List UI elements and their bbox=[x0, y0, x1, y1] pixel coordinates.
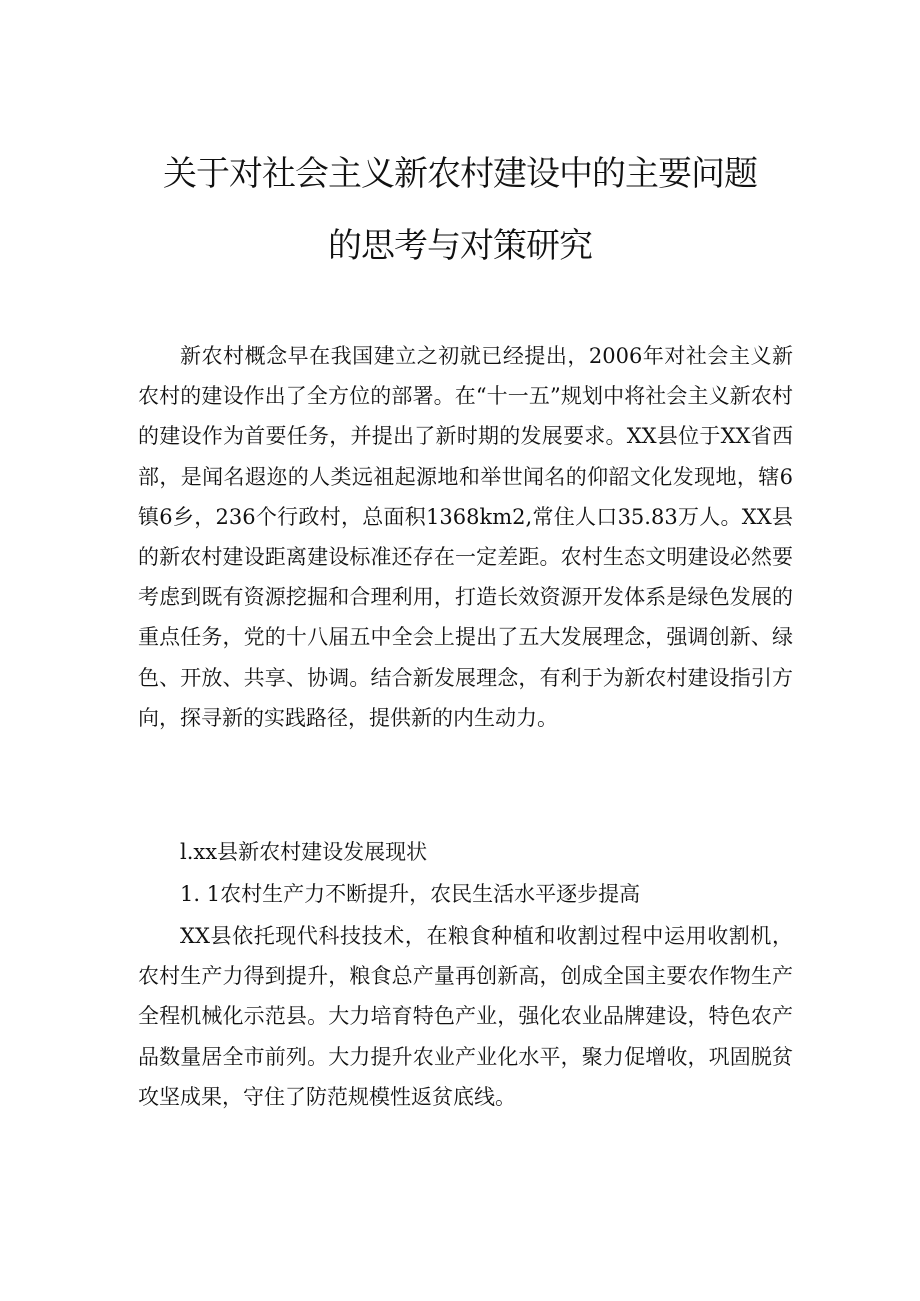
document-title-line-2: 的思考与对策研究 bbox=[328, 226, 592, 266]
section-1-1-paragraph: XX县依托现代科技技术，在粮食种植和收割过程中运用收割机，农村生产力得到提升，粮食总产量再创新高，创成全国主要农作物生产全程机械化示范县。大力培育特色产业，强化农业品牌建设，特色农产品数量居全市前列。大力提升农业产业化水平，聚力促增收，巩固脱贫攻坚成果，守住了防范规模性返贫底线。 bbox=[138, 924, 793, 1109]
subsection-heading-block bbox=[138, 874, 793, 914]
section-1-1-heading: 1. 1农村生产力不断提升，农民生活水平逐步提高 bbox=[180, 882, 641, 906]
section-paragraph-block bbox=[138, 916, 793, 1117]
intro-paragraph: 新农村概念早在我国建立之初就已经提出，2006年对社会主义新农村的建设作出了全方位的部署。在“十一五”规划中将社会主义新农村的建设作为首要任务，并提出了新时期的发展要求。XX县位于XX省西部，是闻名遐迩的人类远祖起源地和举世闻名的仰韶文化发现地，辖6镇6乡，236个行政村，总面积1368km2,常住人口35.83万人。XX县的新农村建设距离建设标准还存在一定差距。农村生态文明建设必然要考虑到既有资源挖掘和合理利用，打造长效资源开发体系是绿色发展的重点任务，党的十八届五中全会上提出了五大发展理念，强调创新、绿色、开放、共享、协调。结合新发展理念，有利于为新农村建设指引方向，探寻新的实践路径，提供新的内生动力。 bbox=[138, 344, 793, 730]
intro-paragraph-block bbox=[138, 336, 793, 738]
section-heading-block bbox=[138, 832, 793, 872]
document-title-line-1: 关于对社会主义新农村建设中的主要问题 bbox=[163, 154, 757, 194]
section-1-heading: l.xx县新农村建设发展现状 bbox=[180, 840, 428, 864]
